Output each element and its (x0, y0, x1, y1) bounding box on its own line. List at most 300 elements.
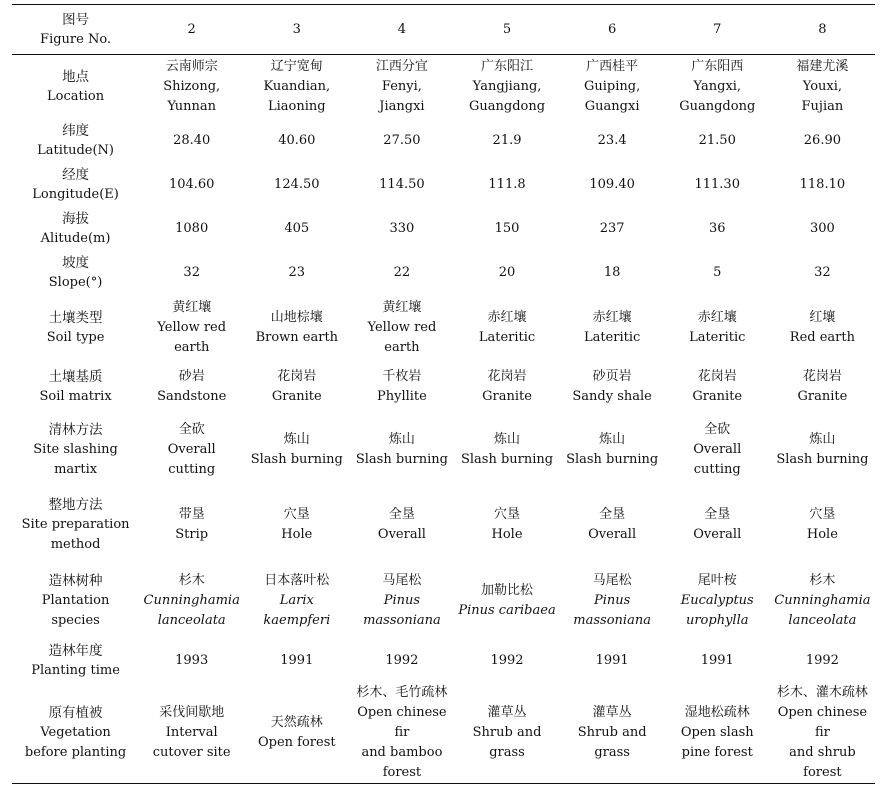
cell-text-line: 23 (288, 264, 306, 280)
row-label-cell (12, 207, 139, 251)
row-label-cn: 土壤基质 (48, 368, 103, 385)
cell-text-line: 砂页岩 (592, 368, 632, 384)
cell-text-line: 1991 (280, 652, 314, 668)
cell-text-line: Open slash (680, 724, 754, 740)
cell-text-line: 111.30 (694, 176, 740, 192)
cell-text-line: 花岗岩 (277, 368, 317, 384)
cell-text-line: Granite (271, 388, 322, 404)
cell-text-line: Pinus (593, 592, 631, 608)
table-cell (454, 295, 559, 361)
cell-text-line: 150 (494, 220, 520, 236)
table-cell (349, 563, 454, 639)
cell-text-line: massoniana (363, 612, 441, 628)
cell-text-line: and bamboo (361, 744, 443, 760)
table-cell (139, 487, 244, 563)
cell-text-line: Brown earth (255, 329, 339, 345)
cell-text-line: 27.50 (383, 132, 421, 148)
table-cell (665, 119, 770, 163)
table-cell (139, 163, 244, 207)
table-body (12, 55, 875, 784)
row-label-cell (12, 361, 139, 413)
cell-text-line: Shrub and (472, 724, 542, 740)
table-cell (770, 295, 875, 361)
cell-text-line: Lateritic (689, 329, 746, 345)
row-label-cell (12, 119, 139, 163)
table-cell (349, 639, 454, 683)
cell-text-line: 花岗岩 (697, 368, 737, 384)
cell-text-line: Slash burning (460, 451, 554, 467)
cell-text-line: Yunnan (167, 98, 217, 114)
table-cell (560, 295, 665, 361)
cell-text-line: 天然疏林 (270, 714, 323, 730)
cell-text-line: Guangdong (679, 98, 756, 114)
cell-text-line: 福建尤溪 (796, 58, 849, 74)
cell-text-line: Phyllite (376, 388, 427, 404)
cell-text-line: Eucalyptus (680, 592, 754, 608)
cell-text-line: 杉木、毛竹疏林 (356, 684, 448, 700)
row-label-en: species (51, 612, 100, 628)
row-label-en: Site slashing (33, 441, 118, 457)
cell-text-line: 1991 (700, 652, 734, 668)
cell-text-line: 118.10 (799, 176, 846, 192)
site-info-table (12, 4, 875, 784)
cell-text-line: 32 (183, 264, 200, 280)
table-cell (665, 163, 770, 207)
cell-text-line: 28.40 (173, 132, 211, 148)
cell-text-line: 穴垦 (283, 506, 310, 522)
cell-text-line: cutting (168, 461, 216, 477)
table-cell (454, 639, 559, 683)
cell-text-line: 杉木 (178, 572, 205, 588)
cell-text-line: 1080 (175, 220, 209, 236)
cell-text-line: massoniana (573, 612, 651, 628)
cell-text-line: Overall (693, 526, 742, 542)
cell-text-line: 1992 (490, 652, 524, 668)
cell-text-line: 花岗岩 (487, 368, 527, 384)
table-cell (244, 563, 349, 639)
table-cell (560, 487, 665, 563)
cell-text-line: 330 (389, 220, 415, 236)
cell-text-line: Shrub and (577, 724, 647, 740)
table-cell (244, 295, 349, 361)
cell-text-line: 26.90 (803, 132, 841, 148)
table-row-slope (12, 251, 875, 295)
table-cell (770, 119, 875, 163)
row-label-en: martix (54, 461, 98, 477)
table-cell (770, 563, 875, 639)
table-cell (454, 361, 559, 413)
table-cell (349, 207, 454, 251)
table-cell (770, 413, 875, 487)
cell-text-line: Hole (806, 526, 838, 542)
table-cell (560, 55, 665, 119)
cell-text-line: 36 (708, 220, 726, 236)
table-row-location (12, 55, 875, 119)
cell-text-line: 1992 (805, 652, 839, 668)
header-label-cn: 图号 (62, 11, 90, 28)
cell-text-line: Lateritic (478, 329, 536, 345)
row-label-cell (12, 295, 139, 361)
table-row-site-slashing (12, 413, 875, 487)
cell-text-line: Cunninghamia (143, 592, 240, 608)
row-label-cell (12, 55, 139, 119)
cell-text-line: Guangxi (584, 98, 640, 114)
table-cell (244, 163, 349, 207)
cell-text-line: 32 (814, 264, 831, 280)
cell-text-line: Slash burning (566, 451, 659, 467)
cell-text-line: Granite (692, 388, 743, 404)
table-cell (665, 487, 770, 563)
cell-text-line: 1991 (595, 652, 629, 668)
row-label-cn: 纬度 (62, 122, 90, 139)
header-label-cell (12, 5, 139, 55)
table-cell (244, 251, 349, 295)
cell-text-line: Larix (279, 592, 314, 608)
table-cell (454, 487, 559, 563)
header-label-en: Figure No. (40, 31, 112, 47)
header-figure-no: 3 (292, 21, 301, 37)
cell-text-line: 全砍 (704, 421, 731, 437)
cell-text-line: Hole (281, 526, 313, 542)
table-cell (139, 295, 244, 361)
table-cell (560, 639, 665, 683)
cell-text-line: Red earth (789, 329, 855, 345)
row-label-cn: 经度 (62, 166, 90, 183)
table-cell (139, 413, 244, 487)
cell-text-line: 23.4 (597, 132, 627, 148)
cell-text-line: 广西桂平 (586, 58, 639, 74)
cell-text-line: 1992 (385, 652, 419, 668)
table-cell (349, 119, 454, 163)
table-cell (665, 563, 770, 639)
site-info-table-container (12, 4, 875, 784)
cell-text-line: 云南师宗 (165, 58, 218, 74)
header-figure-no: 6 (607, 21, 617, 37)
table-cell (244, 487, 349, 563)
row-label-en: Soil matrix (39, 388, 112, 404)
cell-text-line: 灌草丛 (592, 704, 632, 720)
cell-text-line: Shizong, (163, 78, 221, 94)
table-cell (139, 563, 244, 639)
cell-text-line: Sandstone (157, 388, 227, 404)
table-cell (560, 207, 665, 251)
cell-text-line: and shrub forest (789, 744, 856, 780)
cell-text-line: Overall (167, 441, 216, 457)
table-cell (665, 361, 770, 413)
table-row-soil-type (12, 295, 875, 361)
cell-text-line: 杉木、灌木疏林 (776, 684, 868, 700)
cell-text-line: 日本落叶松 (264, 572, 330, 588)
cell-text-line: Open chinese fir (357, 704, 447, 740)
cell-text-line: 全垦 (388, 506, 415, 522)
cell-text-line: Overall (377, 526, 426, 542)
cell-text-line: kaempferi (263, 612, 331, 628)
row-label-en: Soil type (46, 329, 105, 345)
cell-text-line: 尾叶桉 (697, 572, 737, 588)
table-cell (454, 251, 559, 295)
cell-text-line: 赤红壤 (697, 309, 737, 325)
table-cell (560, 251, 665, 295)
row-label-cell (12, 487, 139, 563)
table-row-plantation-species (12, 563, 875, 639)
row-label-cell (12, 639, 139, 683)
cell-text-line: 21.9 (492, 132, 522, 148)
table-cell (244, 55, 349, 119)
table-cell (665, 295, 770, 361)
table-row-site-preparation (12, 487, 875, 563)
row-label-cell (12, 251, 139, 295)
cell-text-line: 穴垦 (809, 506, 836, 522)
table-cell (349, 413, 454, 487)
table-cell (139, 251, 244, 295)
cell-text-line: 300 (809, 220, 835, 236)
table-cell (454, 563, 559, 639)
table-cell (560, 683, 665, 784)
cell-text-line: forest (382, 764, 422, 780)
cell-text-line: earth (174, 339, 210, 355)
cell-text-line: Pinus (383, 592, 421, 608)
row-label-en: before planting (24, 744, 127, 760)
table-cell (349, 295, 454, 361)
cell-text-line: 赤红壤 (592, 309, 632, 325)
cell-text-line: Hole (491, 526, 523, 542)
cell-text-line: Overall (693, 441, 742, 457)
cell-text-line: Strip (175, 526, 209, 542)
cell-text-line: Yangjiang, (472, 78, 542, 94)
row-label-cell (12, 163, 139, 207)
table-cell (349, 163, 454, 207)
table-cell (560, 563, 665, 639)
table-cell (349, 55, 454, 119)
cell-text-line: 炼山 (599, 431, 626, 447)
cell-text-line: 全垦 (599, 506, 626, 522)
cell-text-line: 炼山 (494, 431, 521, 447)
cell-text-line: 114.50 (379, 176, 425, 192)
table-cell (349, 251, 454, 295)
cell-text-line: 山地棕壤 (270, 309, 323, 325)
cell-text-line: Slash burning (250, 451, 343, 467)
cell-text-line: 花岗岩 (802, 368, 842, 384)
cell-text-line: 砂岩 (178, 368, 205, 384)
table-cell (244, 361, 349, 413)
cell-text-line: 炼山 (283, 431, 310, 447)
cell-text-line: 21.50 (698, 132, 736, 148)
cell-text-line: lanceolata (157, 612, 226, 628)
cell-text-line: Interval (165, 724, 218, 740)
cell-text-line: pine forest (681, 744, 753, 760)
cell-text-line: 湿地松疏林 (684, 704, 750, 720)
cell-text-line: Granite (797, 388, 848, 404)
cell-text-line: 采伐间歇地 (159, 704, 225, 720)
table-cell (665, 639, 770, 683)
table-cell (665, 413, 770, 487)
table-row-soil-matrix (12, 361, 875, 413)
cell-text-line: Yellow red (367, 319, 437, 335)
row-label-cn: 造林树种 (48, 572, 103, 589)
header-figure-no: 5 (502, 21, 512, 37)
cell-text-line: 赤红壤 (487, 309, 527, 325)
cell-text-line: 40.60 (278, 132, 316, 148)
table-cell (665, 251, 770, 295)
cell-text-line: Guiping, (584, 78, 641, 94)
table-row-planting-time (12, 639, 875, 683)
cell-text-line: Fujian (801, 98, 844, 114)
cell-text-line: Open forest (257, 734, 336, 750)
cell-text-line: Jiangxi (379, 98, 425, 114)
cell-text-line: Pinus caribaea (458, 602, 556, 618)
table-cell (244, 207, 349, 251)
header-row (12, 5, 875, 55)
table-cell (560, 361, 665, 413)
table-cell (454, 207, 559, 251)
cell-text-line: Lateritic (583, 329, 641, 345)
cell-text-line: 加勒比松 (481, 582, 534, 598)
row-label-en: Location (47, 88, 105, 104)
row-label-cn: 海拔 (62, 210, 90, 227)
table-cell (770, 163, 875, 207)
cell-text-line: 109.40 (589, 176, 635, 192)
row-label-en: Alitude(m) (40, 230, 111, 246)
table-cell (244, 639, 349, 683)
cell-text-line: 带垦 (178, 506, 205, 522)
cell-text-line: Granite (482, 388, 532, 404)
table-cell (349, 361, 454, 413)
cell-text-line: 18 (603, 264, 621, 280)
row-label-cn: 整地方法 (48, 496, 103, 513)
table-cell (454, 119, 559, 163)
cell-text-line: 黄红壤 (172, 299, 212, 315)
cell-text-line: 104.60 (168, 176, 215, 192)
cell-text-line: 黄红壤 (382, 299, 422, 315)
header-figure-no: 2 (187, 21, 196, 37)
cell-text-line: Yangxi, (693, 78, 742, 94)
table-row-longitude (12, 163, 875, 207)
cell-text-line: cutting (693, 461, 741, 477)
table-cell (560, 119, 665, 163)
cell-text-line: 广东阳江 (481, 58, 534, 74)
row-label-cn: 地点 (62, 68, 90, 85)
cell-text-line: 千枚岩 (382, 368, 422, 384)
table-row-altitude (12, 207, 875, 251)
row-label-en: Vegetation (40, 724, 111, 740)
cell-text-line: earth (384, 339, 420, 355)
row-label-en: Slope(°) (48, 274, 103, 290)
header-figure-no: 8 (818, 21, 827, 37)
cell-text-line: Fenyi, (381, 78, 422, 94)
cell-text-line: lanceolata (788, 612, 857, 628)
cell-text-line: grass (489, 744, 525, 760)
cell-text-line: 237 (599, 220, 625, 236)
cell-text-line: 辽宁宽甸 (270, 58, 323, 74)
table-cell (244, 413, 349, 487)
header-figure-no: 4 (397, 21, 407, 37)
table-cell (454, 413, 559, 487)
row-label-cn: 原有植被 (48, 704, 103, 721)
table-cell (244, 119, 349, 163)
cell-text-line: Kuandian, (263, 78, 331, 94)
table-cell (770, 55, 875, 119)
table-cell (139, 119, 244, 163)
cell-text-line: Overall (588, 526, 637, 542)
table-cell (560, 413, 665, 487)
row-label-en: method (50, 536, 101, 552)
table-cell (665, 55, 770, 119)
row-label-cell (12, 683, 139, 784)
cell-text-line: 1993 (175, 652, 209, 668)
table-row-latitude (12, 119, 875, 163)
table-cell (139, 683, 244, 784)
cell-text-line: 红壤 (809, 309, 836, 325)
cell-text-line: 广东阳西 (691, 58, 744, 74)
table-cell (770, 487, 875, 563)
row-label-en: Longitude(E) (32, 186, 119, 202)
cell-text-line: Yellow red (157, 319, 227, 335)
table-cell (139, 55, 244, 119)
cell-text-line: Slash burning (776, 451, 869, 467)
table-cell (139, 207, 244, 251)
table-cell (454, 55, 559, 119)
table-cell (349, 487, 454, 563)
row-label-cell (12, 413, 139, 487)
cell-text-line: Youxi, (802, 78, 843, 94)
table-row-vegetation (12, 683, 875, 784)
table-cell (244, 683, 349, 784)
table-cell (770, 683, 875, 784)
cell-text-line: Open chinese fir (777, 704, 868, 740)
cell-text-line: 405 (284, 220, 310, 236)
cell-text-line: cutover site (152, 744, 231, 760)
cell-text-line: 20 (498, 264, 516, 280)
cell-text-line: 5 (713, 264, 722, 280)
table-cell (139, 361, 244, 413)
header-figure-no: 7 (713, 21, 722, 37)
row-label-en: Planting time (31, 662, 120, 678)
cell-text-line: 炼山 (809, 431, 836, 447)
cell-text-line: 124.50 (274, 176, 320, 192)
row-label-cn: 清林方法 (48, 421, 103, 438)
row-label-cn: 坡度 (62, 254, 90, 271)
row-label-en: Latitude(N) (37, 142, 115, 158)
cell-text-line: 马尾松 (592, 572, 632, 588)
cell-text-line: Sandy shale (572, 388, 652, 404)
table-cell (665, 683, 770, 784)
cell-text-line: 全砍 (178, 421, 205, 437)
cell-text-line: 穴垦 (494, 506, 521, 522)
table-cell (139, 639, 244, 683)
row-label-cn: 土壤类型 (48, 309, 103, 326)
table-cell (454, 683, 559, 784)
row-label-en: Plantation (41, 592, 110, 608)
table-cell (770, 639, 875, 683)
cell-text-line: 杉木 (809, 572, 836, 588)
cell-text-line: 全垦 (704, 506, 731, 522)
row-label-cn: 造林年度 (48, 642, 103, 659)
table-cell (770, 207, 875, 251)
table-cell (665, 207, 770, 251)
cell-text-line: 111.8 (488, 176, 526, 192)
cell-text-line: 22 (393, 264, 411, 280)
cell-text-line: Slash burning (355, 451, 448, 467)
cell-text-line: Guangdong (469, 98, 546, 114)
cell-text-line: urophylla (685, 612, 749, 628)
cell-text-line: 炼山 (388, 431, 415, 447)
row-label-cell (12, 563, 139, 639)
table-cell (349, 683, 454, 784)
cell-text-line: Liaoning (268, 98, 326, 114)
cell-text-line: grass (594, 744, 630, 760)
cell-text-line: 灌草丛 (487, 704, 527, 720)
cell-text-line: Cunninghamia (774, 592, 871, 608)
